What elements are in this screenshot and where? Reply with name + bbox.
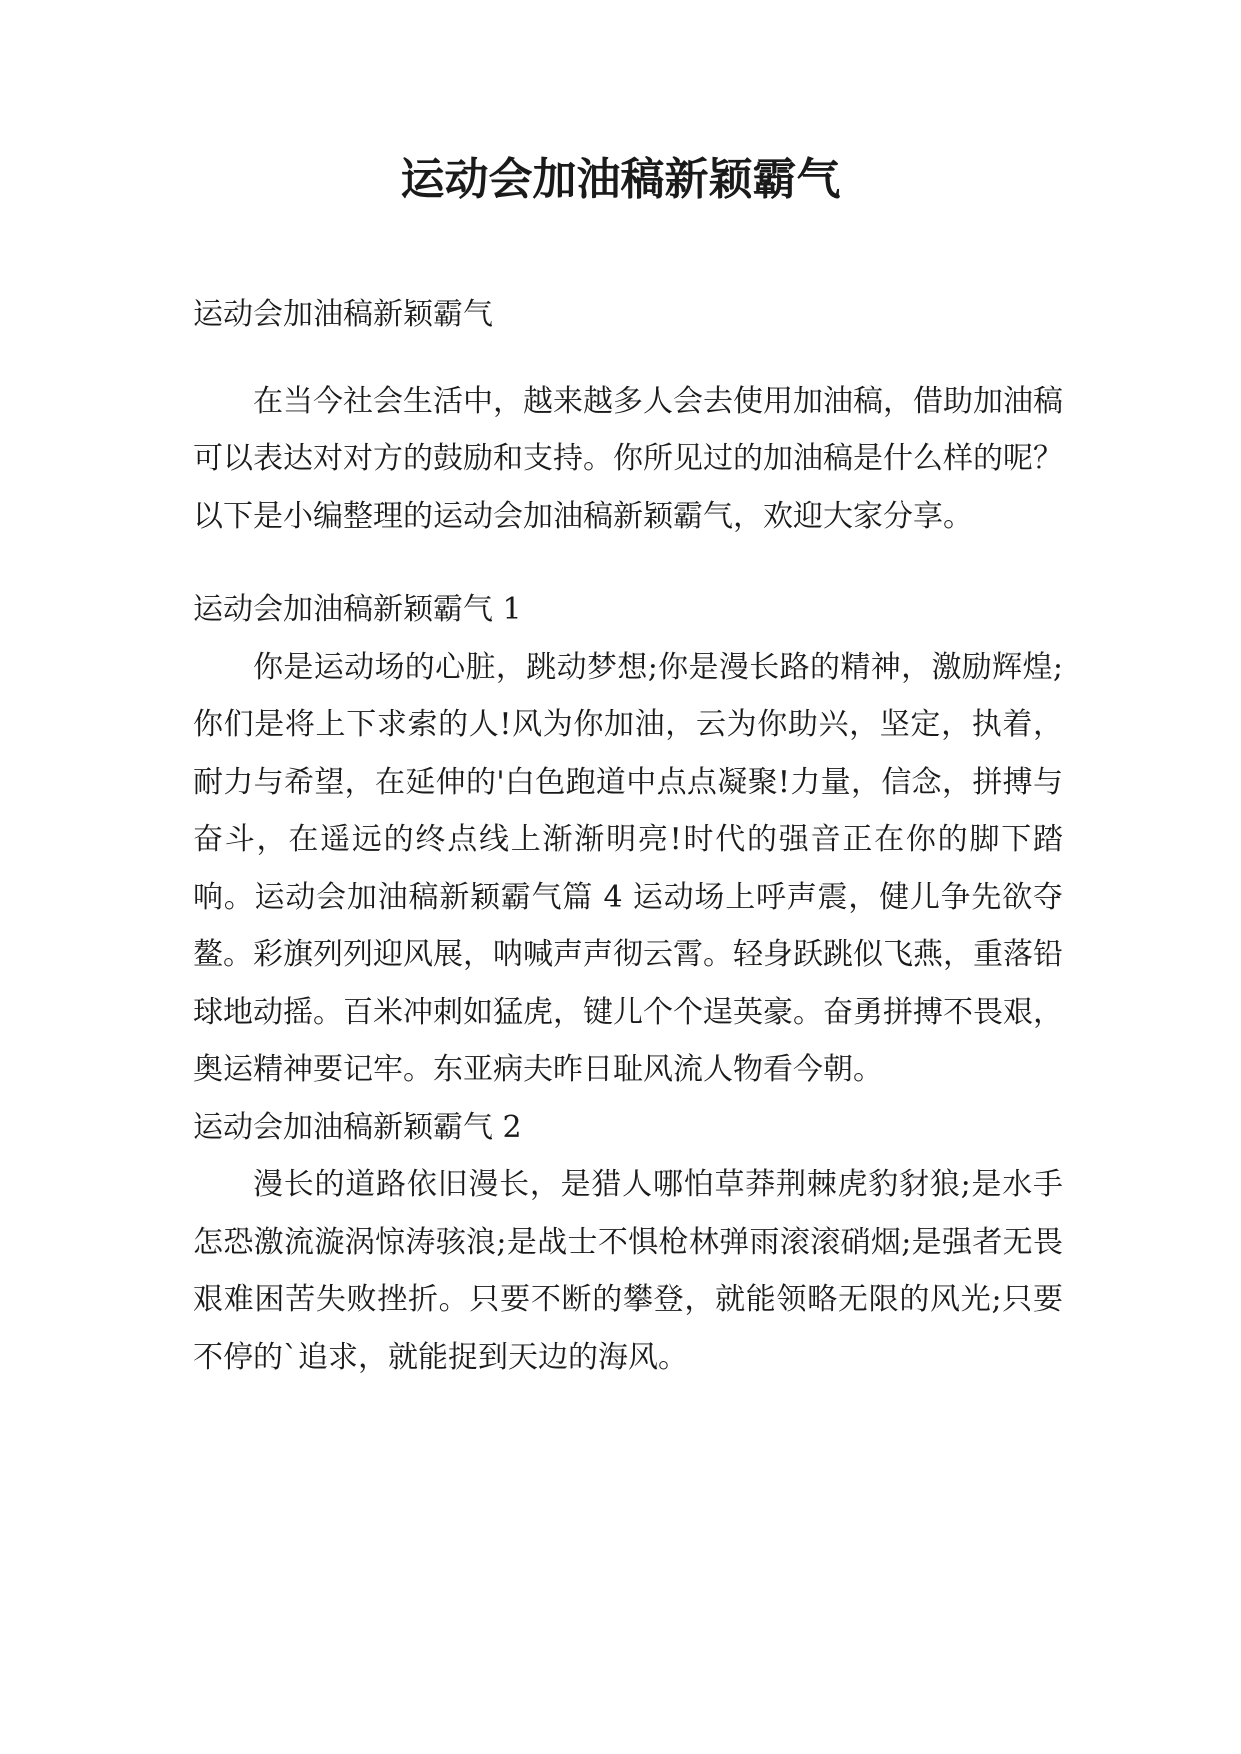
document-title: 运动会加油稿新颖霸气	[400, 154, 841, 205]
document-subtitle: 运动会加油稿新颖霸气	[193, 297, 493, 332]
section-paragraph: 漫长的道路依旧漫长，是猎人哪怕草莽荆棘虎豹豺狼;是水手怎恐激流漩涡惊涛骇浪;是战士不惧枪林弹雨滚滚硝烟;是强者无畏艰难困苦失败挫折。只要不断的攀登，就能领略无限的风光;只要不停的`追求，就能捉到天边的海风。	[193, 1167, 1063, 1375]
section-heading: 运动会加油稿新颖霸气 1	[193, 592, 522, 627]
section-paragraph: 你是运动场的心脏，跳动梦想;你是漫长路的精神，激励辉煌;你们是将上下求索的人!风为你加油，云为你助兴，坚定，执着，耐力与希望，在延伸的'白色跑道中点点凝聚!力量，信念，拼搏与奋斗，在遥远的终点线上渐渐明亮!时代的强音正在你的脚下踏响。运动会加油稿新颖霸气篇 4 运动场上呼声震，健儿争先欲夺鳌。彩旗列列迎风展，呐喊声声彻云霄。轻身跃跳似飞燕，重落铅球地动摇。百米冲刺如猛虎，键儿个个逞英豪。奋勇拼搏不畏艰，奥运精神要记牢。东亚病夫昨日耻风流人物看今朝。	[193, 649, 1063, 1087]
section-heading: 运动会加油稿新颖霸气 2	[193, 1109, 522, 1145]
intro-paragraph: 在当今社会生活中，越来越多人会去使用加油稿，借助加油稿可以表达对对方的鼓励和支持。你所见过的加油稿是什么样的呢？以下是小编整理的运动会加油稿新颖霸气，欢迎大家分享。	[193, 383, 1063, 534]
document-body	[193, 286, 1063, 1386]
spacer	[193, 344, 1063, 373]
spacer	[193, 545, 1063, 581]
